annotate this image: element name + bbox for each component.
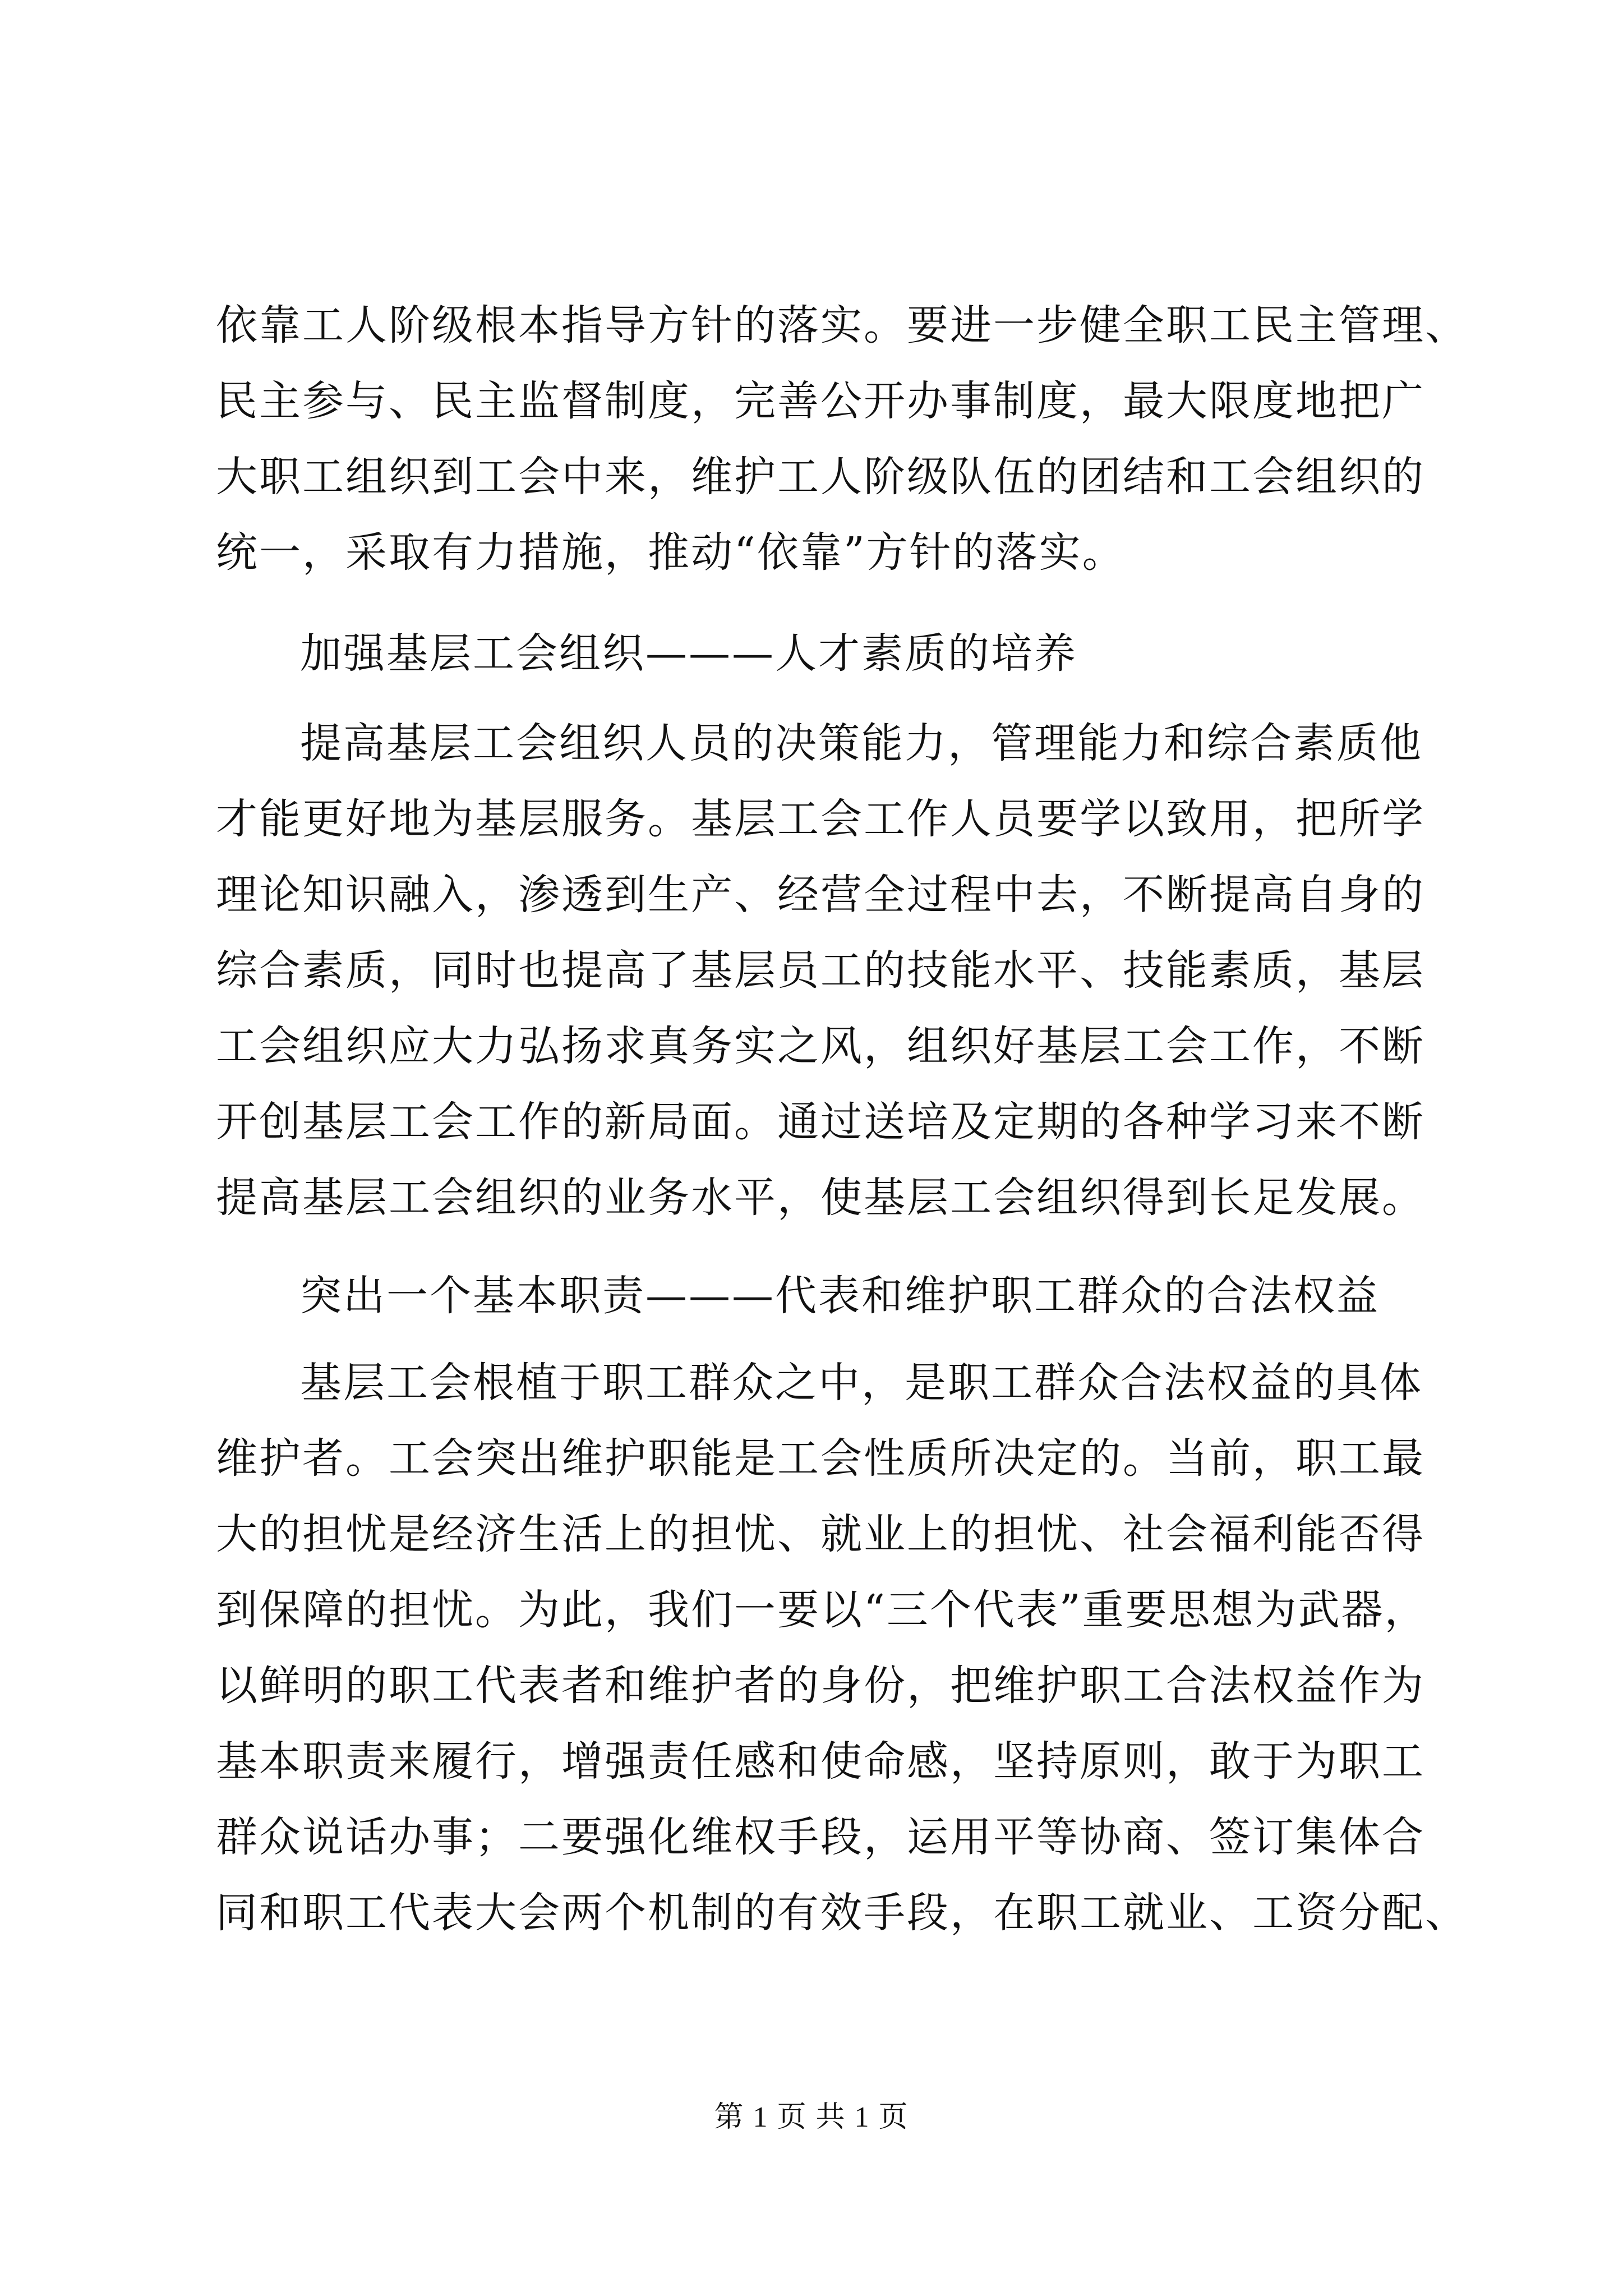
text-line: 维护者。工会突出维护职能是工会性质所决定的。当前，职工最 bbox=[216, 1434, 1425, 1483]
text-line: 同和职工代表大会两个机制的有效手段，在职工就业、工资分配、 bbox=[216, 1889, 1468, 1937]
text-line: 大职工组织到工会中来，维护工人阶级队伍的团结和工会组织的 bbox=[216, 453, 1425, 501]
text-line: 才能更好地为基层服务。基层工会工作人员要学以致用，把所学 bbox=[216, 795, 1425, 843]
text-line: 工会组织应大力弘扬求真务实之风，组织好基层工会工作，不断 bbox=[216, 1022, 1425, 1070]
section-heading: 突出一个基本职责———代表和维护职工群众的合法权益 bbox=[300, 1272, 1380, 1320]
text-line: 大的担忧是经济生活上的担忧、就业上的担忧、社会福利能否得 bbox=[216, 1510, 1425, 1558]
text-line: 统一，采取有力措施，推动“依靠”方针的落实。 bbox=[216, 528, 1126, 577]
text-line: 以鲜明的职工代表者和维护者的身份，把维护职工合法权益作为 bbox=[216, 1662, 1425, 1710]
text-line: 到保障的担忧。为此，我们一要以“三个代表”重要思想为武器， bbox=[216, 1586, 1428, 1634]
section-heading: 加强基层工会组织———人才素质的培养 bbox=[300, 629, 1077, 678]
text-line: 基层工会根植于职工群众之中，是职工群众合法权益的具体 bbox=[300, 1359, 1423, 1407]
text-line: 开创基层工会工作的新局面。通过送培及定期的各种学习来不断 bbox=[216, 1098, 1425, 1146]
text-line: 综合素质，同时也提高了基层员工的技能水平、技能素质，基层 bbox=[216, 946, 1425, 995]
text-line: 依靠工人阶级根本指导方针的落实。要进一步健全职工民主管理、 bbox=[216, 301, 1468, 349]
text-line: 提高基层工会组织人员的决策能力，管理能力和综合素质他 bbox=[300, 719, 1423, 767]
text-line: 提高基层工会组织的业务水平，使基层工会组织得到长足发展。 bbox=[216, 1174, 1425, 1222]
text-line: 群众说话办事；二要强化维权手段，运用平等协商、签订集体合 bbox=[216, 1813, 1425, 1861]
text-line: 民主参与、民主监督制度，完善公开办事制度，最大限度地把广 bbox=[216, 377, 1425, 425]
text-line: 基本职责来履行，增强责任感和使命感，坚持原则，敢于为职工 bbox=[216, 1737, 1425, 1786]
page-footer: 第 1 页 共 1 页 bbox=[714, 2101, 909, 2133]
text-line: 理论知识融入，渗透到生产、经营全过程中去，不断提高自身的 bbox=[216, 871, 1425, 919]
